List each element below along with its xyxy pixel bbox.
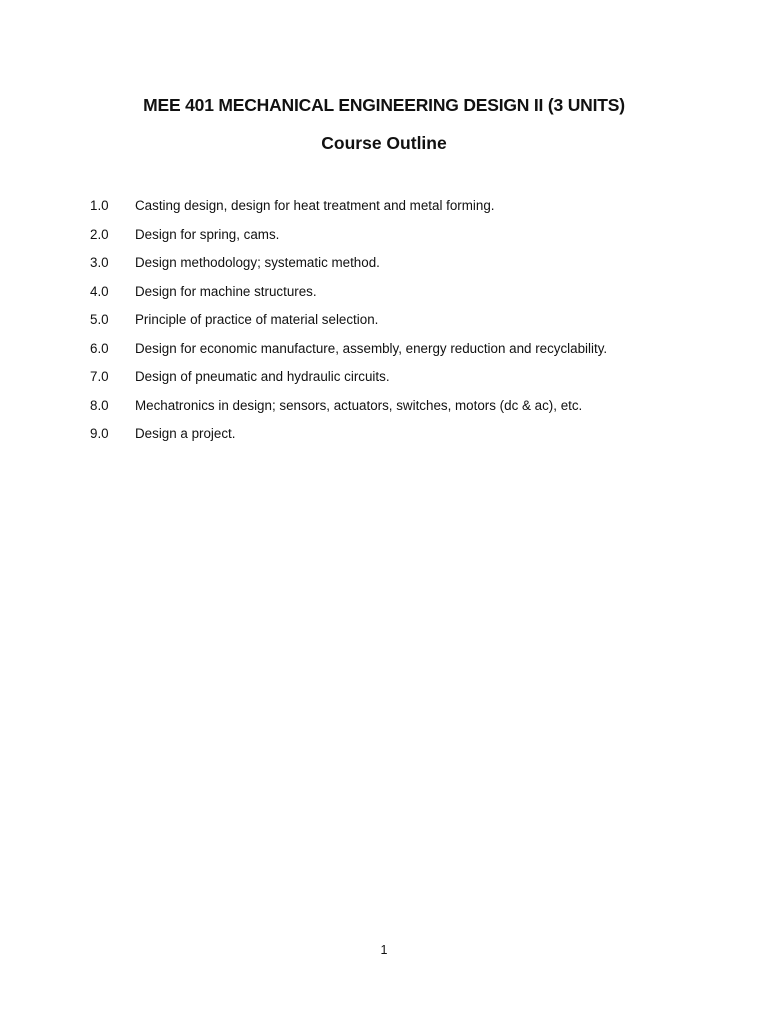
- item-text: Design for machine structures.: [135, 283, 317, 299]
- page-title: MEE 401 MECHANICAL ENGINEERING DESIGN II (3 UNITS): [143, 95, 625, 115]
- item-text: Principle of practice of material selection.: [135, 312, 379, 327]
- course-outline-list: [90, 197, 607, 454]
- item-text: Mechatronics in design; sensors, actuators, switches, motors (dc & ac), etc.: [135, 397, 583, 413]
- item-number: 7.0: [90, 369, 109, 384]
- item-number: 6.0: [90, 340, 109, 356]
- item-number: 4.0: [90, 283, 109, 299]
- list-item: [90, 425, 607, 454]
- item-text: Design methodology; systematic method.: [135, 255, 380, 270]
- list-item: [90, 197, 607, 226]
- list-item: [90, 226, 607, 255]
- list-item: [90, 368, 607, 397]
- item-text: Design of pneumatic and hydraulic circuits.: [135, 369, 390, 384]
- list-item: [90, 283, 607, 312]
- item-text: Casting design, design for heat treatment and metal forming.: [135, 198, 495, 213]
- page-subtitle: Course Outline: [321, 133, 447, 153]
- item-number: 2.0: [90, 226, 109, 242]
- list-item: [90, 340, 607, 369]
- list-item: [90, 397, 607, 426]
- item-text: Design a project.: [135, 426, 236, 441]
- item-number: 8.0: [90, 397, 109, 413]
- list-item: [90, 311, 607, 340]
- item-number: 9.0: [90, 426, 109, 441]
- list-item: [90, 254, 607, 283]
- item-text: Design for economic manufacture, assembly, energy reduction and recyclability.: [135, 340, 608, 356]
- item-text: Design for spring, cams.: [135, 226, 280, 242]
- item-number: 5.0: [90, 312, 109, 327]
- item-number: 1.0: [90, 198, 109, 213]
- page-number: 1: [380, 943, 388, 957]
- item-number: 3.0: [90, 255, 109, 270]
